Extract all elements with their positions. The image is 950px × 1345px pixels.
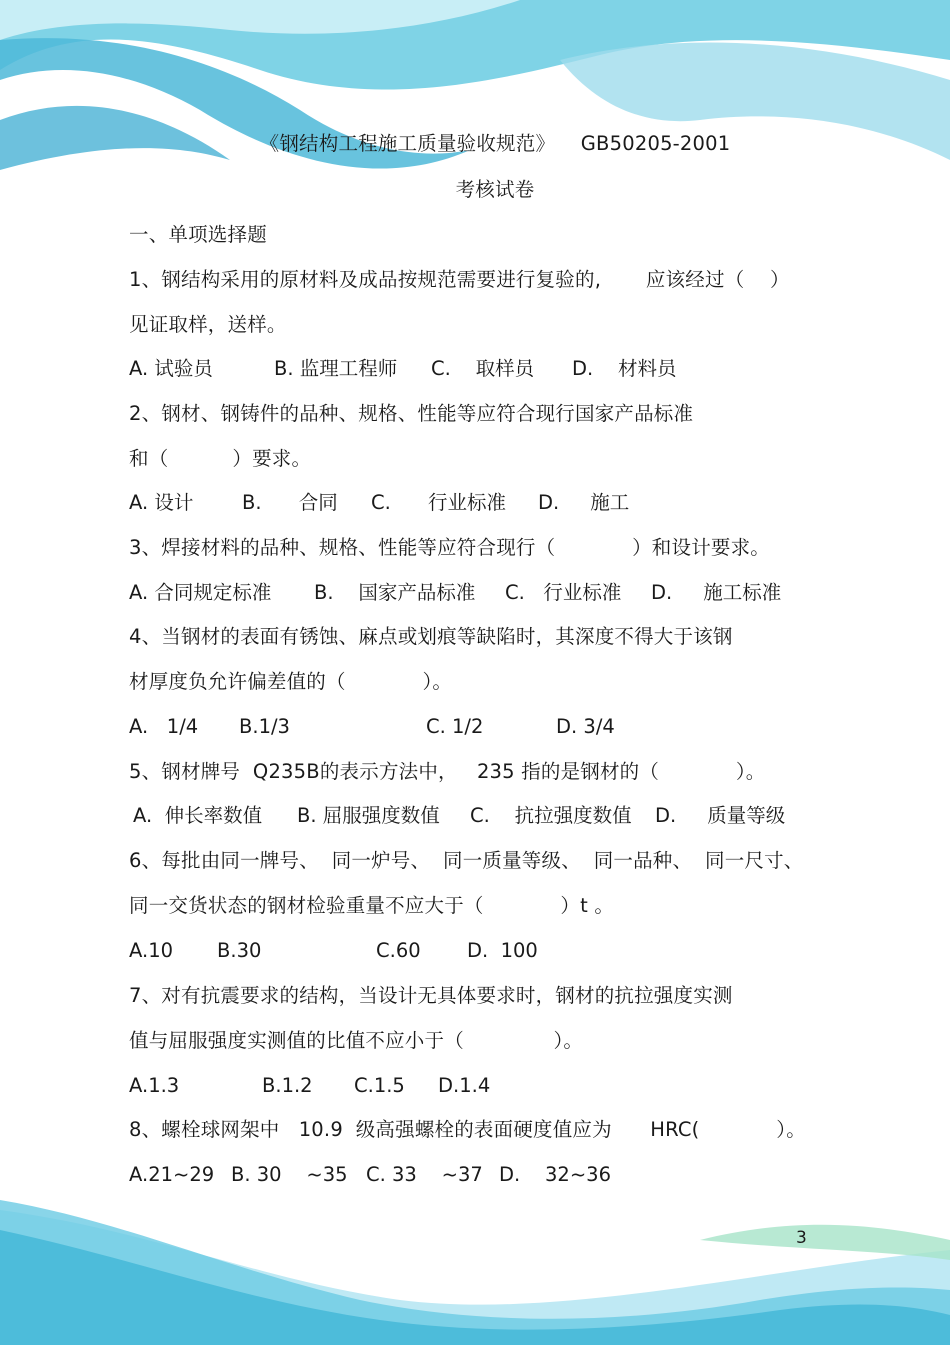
question-7-option-d: D.1.4 (438, 1074, 491, 1097)
question-2-stem-line-1: 2、钢材、钢铸件的品种、规格、性能等应符合现行国家产品标准 (129, 402, 694, 425)
question-3-option-a: A. 合同规定标准 (129, 581, 272, 604)
question-2-option-d: D. 施工 (538, 491, 630, 514)
question-8-option-b: B. 30 ~35 (231, 1163, 348, 1186)
question-4-option-d: D. 3/4 (556, 715, 615, 738)
question-3-option-d: D. 施工标准 (651, 581, 782, 604)
question-1-option-a: A. 试验员 (129, 357, 213, 380)
question-4-option-a: A. 1/4 (129, 715, 199, 738)
question-7-option-c: C.1.5 (354, 1074, 405, 1097)
question-3-option-c: C. 行业标准 (505, 581, 622, 604)
question-1-stem-line-1: 1、钢结构采用的原材料及成品按规范需要进行复验的, 应该经过（ ） (129, 268, 790, 291)
question-8-option-d: D. 32~36 (499, 1163, 611, 1186)
question-7-option-a: A.1.3 (129, 1074, 180, 1097)
document-subtitle: 考核试卷 (455, 178, 535, 201)
question-1-option-d: D. 材料员 (572, 357, 677, 380)
question-5-option-b: B. 屈服强度数值 (297, 804, 440, 827)
question-4-option-c: C. 1/2 (426, 715, 484, 738)
question-6-option-a: A.10 (129, 939, 174, 962)
question-8-stem-line-1: 8、螺栓球网架中 10.9 级高强螺栓的表面硬度值应为 HRC( ）。 (129, 1118, 806, 1141)
question-5-option-a: A. 伸长率数值 (133, 804, 263, 827)
question-7-stem-line-1: 7、对有抗震要求的结构，当设计无具体要求时，钢材的抗拉强度实测 (129, 984, 733, 1007)
question-6-option-c: C.60 (376, 939, 421, 962)
question-3-option-b: B. 国家产品标准 (314, 581, 476, 604)
question-7-stem-line-2: 值与屈服强度实测值的比值不应小于（ ）。 (129, 1029, 584, 1052)
question-2-option-b: B. 合同 (242, 491, 338, 514)
question-8-option-a: A.21~29 (129, 1163, 215, 1186)
question-6-option-b: B.30 (217, 939, 262, 962)
question-5-option-d: D. 质量等级 (655, 804, 786, 827)
question-2-option-a: A. 设计 (129, 491, 194, 514)
question-6-stem-line-2: 同一交货状态的钢材检验重量不应大于（ ）t 。 (129, 894, 615, 917)
question-4-stem-line-2: 材厚度负允许偏差值的（ ）。 (129, 670, 453, 693)
question-5-option-c: C. 抗拉强度数值 (470, 804, 632, 827)
question-1-option-b: B. 监理工程师 (274, 357, 398, 380)
question-4-stem-line-1: 4、当钢材的表面有锈蚀、麻点或划痕等缺陷时，其深度不得大于该钢 (129, 625, 733, 648)
question-7-option-b: B.1.2 (262, 1074, 313, 1097)
question-5-stem-line-1: 5、钢材牌号 Q235B的表示方法中， 235 指的是钢材的（ ）。 (129, 760, 766, 783)
question-1-option-c: C. 取样员 (431, 357, 535, 380)
section-heading: 一、单项选择题 (129, 223, 267, 246)
page-number: 3 (796, 1228, 807, 1248)
question-4-option-b: B.1/3 (239, 715, 290, 738)
question-6-option-d: D. 100 (467, 939, 538, 962)
question-6-stem-line-1: 6、每批由同一牌号、 同一炉号、 同一质量等级、 同一品种、 同一尺寸、 (129, 849, 804, 872)
question-8-option-c: C. 33 ~37 (366, 1163, 483, 1186)
question-1-stem-line-2: 见证取样，送样。 (129, 313, 287, 336)
question-2-stem-line-2: 和（ ）要求。 (129, 447, 312, 470)
question-2-option-c: C. 行业标准 (371, 491, 507, 514)
question-3-stem-line-1: 3、焊接材料的品种、规格、性能等应符合现行（ ）和设计要求。 (129, 536, 770, 559)
document-title: 《钢结构工程施工质量验收规范》 GB50205-2001 (259, 132, 731, 155)
